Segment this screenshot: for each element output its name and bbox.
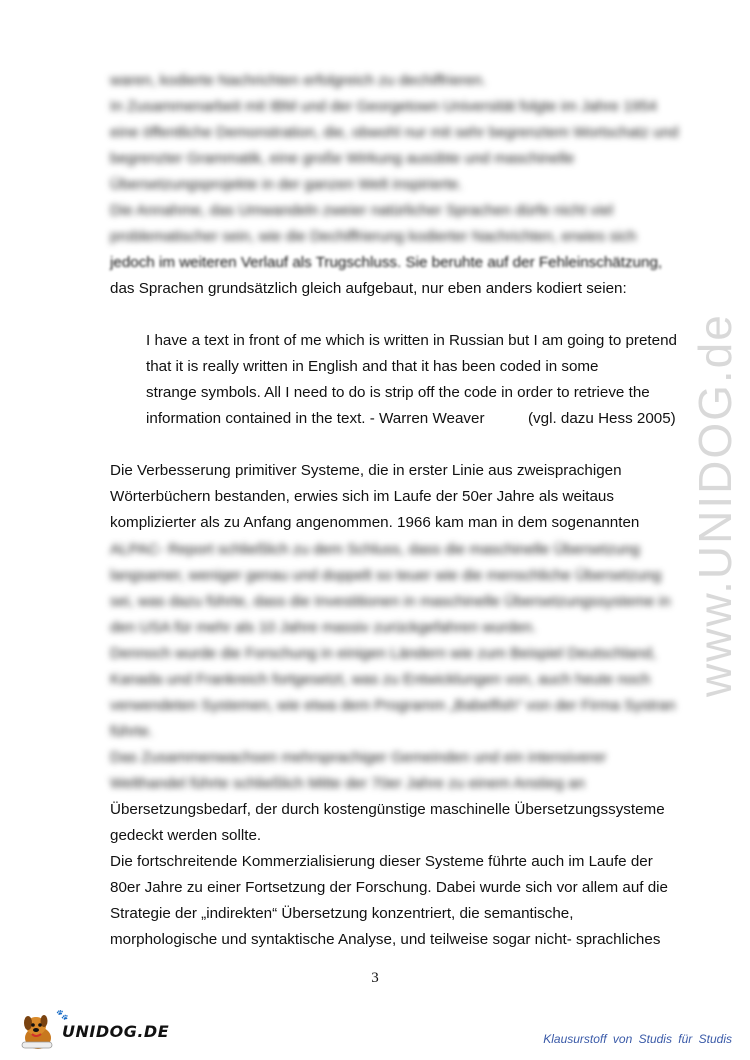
text-line: den USA für mehr als 10 Jahre massiv zurückgefahren wurden. — [110, 619, 537, 636]
text-line: komplizierter als zu Anfang angenommen. 1966 kam man in dem sogenannten — [110, 514, 640, 531]
logo-text: UNIDOG.DE — [62, 1022, 170, 1041]
quote-line: I have a text in front of me which is written in Russian but I am going to pretend — [146, 332, 677, 349]
text-line: Kanada und Frankreich fortgesetzt, was zu Entwicklungen von, auch heute noch — [110, 671, 651, 688]
text-line: Die Annahme, das Umwandeln zweier natürlicher Sprachen dürfe nicht viel — [110, 202, 614, 219]
text-line: Dennoch wurde die Forschung in einigen Ländern wie zum Beispiel Deutschland, — [110, 645, 657, 662]
text-line: waren, kodierte Nachrichten erfolgreich zu dechiffrieren. — [110, 72, 487, 89]
watermark: www.UNIDOG.de — [689, 313, 741, 697]
text-line: 80er Jahre zu einer Fortsetzung der Forschung. Dabei wurde sich vor allem auf die — [110, 879, 668, 896]
footer-tagline: Klausurstoff von Studis für Studis — [543, 1032, 732, 1046]
text-line: Die fortschreitende Kommerzialisierung dieser Systeme führte auch im Laufe der — [110, 853, 653, 870]
page-number: 3 — [371, 970, 379, 986]
text-line: führte. — [110, 723, 154, 740]
quote-line: that it is really written in English and that it has been coded in some — [146, 358, 599, 375]
text-line: Übersetzungsprojekte in der ganzen Welt inspirierte. — [110, 176, 463, 193]
text-line: das Sprachen grundsätzlich gleich aufgebaut, nur eben anders kodiert seien: — [110, 280, 627, 297]
text-line: langsamer, weniger genau und doppelt so teuer wie die menschliche Übersetzung — [110, 567, 662, 584]
text-line: jedoch im weiteren Verlauf als Trugschluss. Sie beruhte auf der Fehleinschätzung, — [110, 254, 663, 271]
text-line: begrenzter Grammatik, eine große Wirkung ausübte und maschinelle — [110, 150, 575, 167]
text-line: Strategie der „indirekten“ Übersetzung konzentriert, die semantische, — [110, 905, 574, 922]
text-line: Welthandel führte schließlich Mitte der 70er Jahre zu einem Anstieg an — [110, 775, 586, 792]
quote-line: strange symbols. All I need to do is strip off the code in order to retrieve the — [146, 384, 650, 401]
text-line: Das Zusammenwachsen mehrsprachiger Gemeinden und ein intensiverer — [110, 749, 607, 766]
paw-icon: 🐾 — [56, 1010, 69, 1021]
unidog-logo — [18, 1010, 170, 1054]
dog-mascot-icon — [18, 1012, 60, 1052]
text-line: sei, was dazu führte, dass die Investitionen in maschinelle Übersetzungssysteme in — [110, 593, 671, 610]
text-line: eine öffentliche Demonstration, die, obwohl nur mit sehr begrenztem Wortschatz und — [110, 124, 679, 141]
text-line: verwendeten Systemen, wie etwa dem Programm „Babelfish“ von der Firma Systran — [110, 697, 676, 714]
text-line: ALPAC- Report schließlich zu dem Schluss, dass die maschinelle Übersetzung — [110, 541, 640, 558]
citation: (vgl. dazu Hess 2005) — [528, 410, 676, 427]
text-line: In Zusammenarbeit mit IBM und der Georgetown Universität folgte im Jahre 1954 — [110, 98, 658, 115]
text-line: Die Verbesserung primitiver Systeme, die in erster Linie aus zweisprachigen — [110, 462, 622, 479]
quote-line: information contained in the text. - Warren Weaver — [146, 410, 485, 427]
text-line: Übersetzungsbedarf, der durch kostengünstige maschinelle Übersetzungssysteme — [110, 801, 665, 818]
text-line: morphologische und syntaktische Analyse, und teilweise sogar nicht- sprachliches — [110, 931, 661, 948]
text-line: problematischer sein, wie die Dechiffrierung kodierter Nachrichten, erwies sich — [110, 228, 637, 245]
text-line: gedeckt werden sollte. — [110, 827, 262, 844]
text-line: Wörterbüchern bestanden, erwies sich im Laufe der 50er Jahre als weitaus — [110, 488, 614, 505]
